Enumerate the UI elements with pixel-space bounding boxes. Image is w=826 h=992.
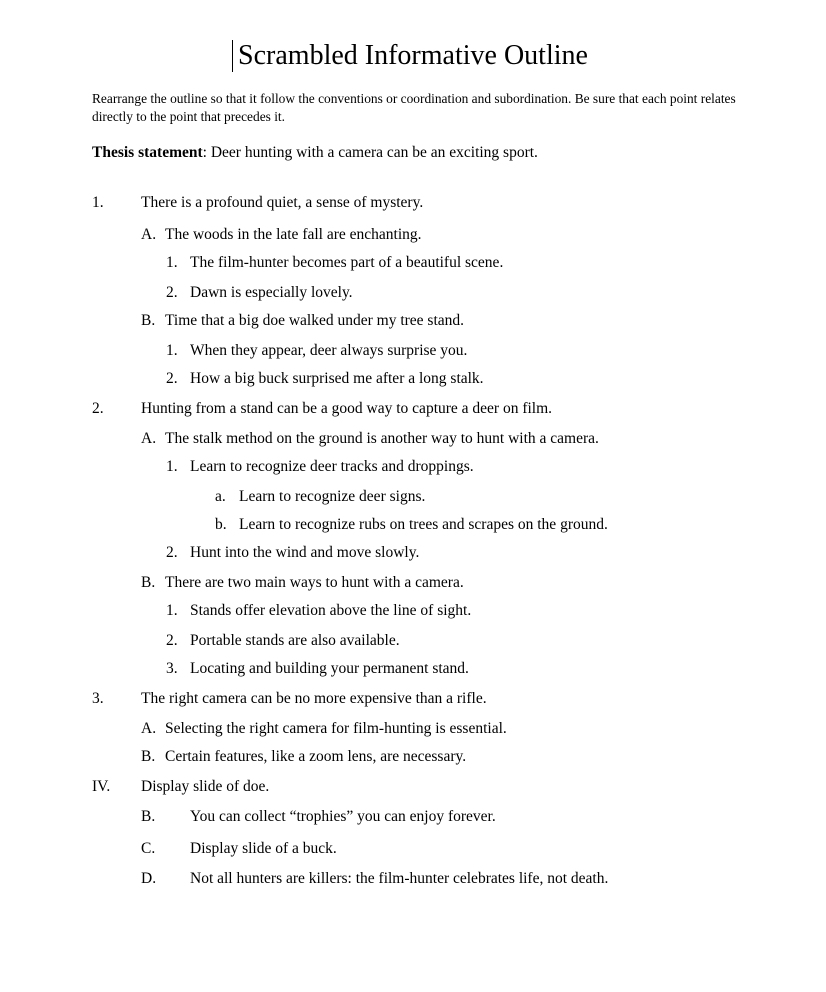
outline-text: Hunting from a stand can be a good way to capture a deer on film. [141, 400, 553, 417]
thesis-statement [92, 143, 792, 163]
outline-marker: a. [215, 488, 226, 505]
outline-text: Not all hunters are killers: the film-hunter celebrates life, not death. [190, 870, 609, 887]
outline-item [0, 311, 826, 331]
outline-text: Portable stands are also available. [190, 632, 400, 649]
outline-marker: A. [141, 430, 157, 447]
outline-marker: B. [141, 574, 156, 591]
outline-text: Display slide of a buck. [190, 840, 337, 857]
outline-marker: 2. [166, 370, 178, 387]
outline-marker: B. [141, 808, 156, 825]
outline-text: Selecting the right camera for film-hunting is essential. [165, 720, 507, 737]
outline-text: The stalk method on the ground is another way to hunt with a camera. [165, 430, 599, 447]
outline-marker: B. [141, 748, 156, 765]
instructions-paragraph: Rearrange the outline so that it follow the conventions or coordination and subordination. Be sure that each point relates directly to the point that precedes it. [92, 91, 736, 124]
outline-item [0, 659, 826, 679]
outline-marker: 1. [166, 458, 178, 475]
outline-marker: 2. [166, 632, 178, 649]
outline-item [0, 601, 826, 621]
outline-marker: 1. [92, 194, 104, 211]
outline-marker: 3. [166, 660, 178, 677]
outline-text: You can collect “trophies” you can enjoy forever. [190, 808, 496, 825]
outline-marker: A. [141, 226, 157, 243]
outline-text: The right camera can be no more expensive than a rifle. [141, 690, 487, 707]
outline-text: Learn to recognize rubs on trees and scrapes on the ground. [239, 516, 608, 533]
outline-text: Hunt into the wind and move slowly. [190, 544, 420, 561]
outline-item [0, 839, 826, 859]
outline-item [0, 869, 826, 889]
outline-text: Learn to recognize deer tracks and droppings. [190, 458, 474, 475]
outline-marker: 2. [166, 544, 178, 561]
outline-item [0, 487, 826, 507]
outline-item [0, 515, 826, 535]
outline-marker: 1. [166, 342, 178, 359]
outline-text: Dawn is especially lovely. [190, 284, 353, 301]
outline-item [0, 225, 826, 245]
outline-marker: 1. [166, 602, 178, 619]
outline-marker: b. [215, 516, 227, 533]
outline-item [0, 341, 826, 361]
outline-text: Display slide of doe. [141, 778, 270, 795]
outline-item [0, 457, 826, 477]
outline-text: Certain features, like a zoom lens, are necessary. [165, 748, 467, 765]
outline-text: There is a profound quiet, a sense of mystery. [141, 194, 424, 211]
outline-item [0, 807, 826, 827]
outline-marker: D. [141, 870, 157, 887]
outline-text: The woods in the late fall are enchanting. [165, 226, 422, 243]
thesis-label: Thesis statement [92, 144, 203, 161]
outline-item [0, 283, 826, 303]
thesis-text: : Deer hunting with a camera can be an exciting sport. [202, 144, 538, 161]
outline-text: When they appear, deer always surprise you. [190, 342, 468, 359]
outline-text: There are two main ways to hunt with a camera. [165, 574, 464, 591]
outline-marker: 2. [166, 284, 178, 301]
outline-item [0, 399, 826, 419]
outline-item [0, 543, 826, 563]
outline-marker: C. [141, 840, 156, 857]
outline-item [0, 689, 826, 709]
outline-item [0, 429, 826, 449]
outline-marker: A. [141, 720, 157, 737]
outline-marker: 1. [166, 254, 178, 271]
outline-item [0, 369, 826, 389]
outline-item [0, 253, 826, 273]
outline-item [0, 573, 826, 593]
outline-item [0, 777, 826, 797]
outline-item [0, 631, 826, 651]
outline-text: Locating and building your permanent stand. [190, 660, 469, 677]
outline-text: Stands offer elevation above the line of sight. [190, 602, 472, 619]
page-title: Scrambled Informative Outline [238, 40, 588, 71]
outline-item [0, 747, 826, 767]
outline-marker: IV. [92, 778, 111, 795]
outline-marker: B. [141, 312, 156, 329]
outline-text: How a big buck surprised me after a long stalk. [190, 370, 484, 387]
outline-marker: 2. [92, 400, 104, 417]
outline-marker: 3. [92, 690, 104, 707]
outline-text: Time that a big doe walked under my tree stand. [165, 312, 465, 329]
outline-text: Learn to recognize deer signs. [239, 488, 426, 505]
outline-item [0, 719, 826, 739]
outline-item [0, 193, 826, 213]
outline-text: The film-hunter becomes part of a beautiful scene. [190, 254, 504, 271]
